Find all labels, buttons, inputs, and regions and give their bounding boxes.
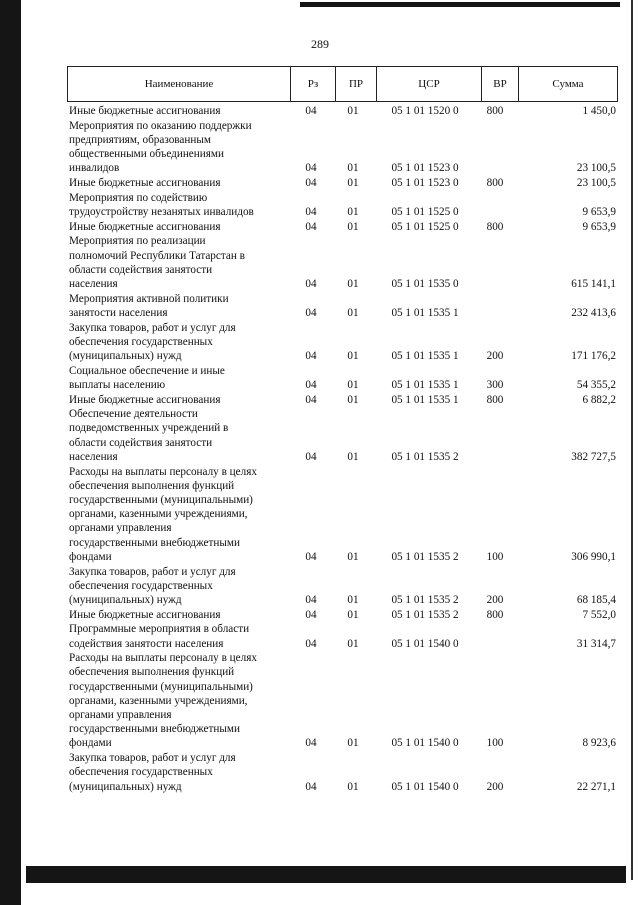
- row-sum: 8 923,6: [582, 737, 616, 750]
- row-csr: 05 1 01 1540 0: [391, 780, 459, 793]
- table-row: [67, 364, 618, 392]
- row-name-line: Иные бюджетные ассигнования: [69, 608, 221, 621]
- row-name-line: Расходы на выплаты персоналу в целях: [69, 652, 257, 665]
- row-pr: 01: [347, 306, 359, 319]
- row-name-line: Закупка товаров, работ и услуг для: [69, 565, 236, 578]
- page-number: 289: [311, 37, 329, 51]
- row-name-line: государственными (муниципальными): [69, 680, 253, 693]
- row-pr: 01: [347, 593, 359, 606]
- row-name: [67, 651, 289, 750]
- row-name: [67, 364, 289, 392]
- row-name: [67, 407, 289, 464]
- row-name-line: полномочий Республики Татарстан в: [69, 249, 245, 262]
- row-name-line: Иные бюджетные ассигнования: [69, 220, 221, 233]
- row-vr: 200: [486, 349, 504, 362]
- row-sum: 23 100,5: [576, 162, 616, 175]
- row-name: [67, 465, 289, 564]
- row-name: [67, 191, 289, 219]
- header-name: Наименование: [144, 77, 214, 90]
- row-name-line: области содействия занятости: [69, 436, 213, 449]
- row-vr: 200: [486, 593, 504, 606]
- row-sum: 1 450,0: [582, 105, 616, 117]
- scan-edge-left: [0, 0, 21, 905]
- row-rz: 04: [305, 393, 317, 406]
- row-sum: 615 141,1: [571, 277, 616, 290]
- header-rz: Рз: [290, 67, 335, 101]
- table-row: [67, 407, 618, 464]
- table-row: [67, 234, 618, 291]
- row-name: [67, 321, 289, 364]
- row-rz: 04: [305, 637, 317, 650]
- row-name-line: (муниципальных) нужд: [69, 349, 182, 362]
- row-csr: 05 1 01 1535 2: [391, 593, 459, 606]
- row-name-line: Обеспечение деятельности: [69, 408, 198, 421]
- row-rz: 04: [305, 177, 317, 190]
- table-row: [67, 651, 618, 750]
- table-header: [67, 66, 618, 102]
- table-row: [67, 751, 618, 794]
- row-vr: 300: [486, 378, 504, 391]
- row-pr: 01: [347, 393, 359, 406]
- table-row: [67, 321, 618, 364]
- row-name-line: Мероприятия по содействию: [69, 191, 208, 204]
- row-name-line: выплаты населению: [69, 378, 166, 391]
- scan-edge-bottom: [26, 866, 626, 883]
- row-csr: 05 1 01 1535 1: [391, 349, 459, 362]
- row-name: [67, 119, 289, 176]
- row-rz: 04: [305, 277, 317, 290]
- header-sum: Сумма: [518, 67, 617, 101]
- row-name-line: области содействия занятости: [69, 263, 213, 276]
- row-pr: 01: [347, 737, 359, 750]
- row-name: [67, 234, 289, 291]
- row-name-line: Мероприятия по оказанию поддержки: [69, 119, 252, 132]
- row-csr: 05 1 01 1535 2: [391, 450, 459, 463]
- row-name-line: государственными внебюджетными: [69, 723, 240, 736]
- row-vr: 800: [486, 177, 504, 190]
- row-name-line: органами управления: [69, 522, 172, 535]
- row-rz: 04: [305, 205, 317, 218]
- row-pr: 01: [347, 608, 359, 621]
- row-csr: 05 1 01 1535 1: [391, 393, 459, 406]
- row-name-line: обеспечения государственных: [69, 335, 213, 348]
- row-name-line: Программные мероприятия в области: [69, 623, 250, 636]
- scan-edge-top: [300, 2, 620, 7]
- row-name: [67, 176, 289, 190]
- row-rz: 04: [305, 162, 317, 175]
- table-row: [67, 176, 618, 190]
- table-row: [67, 119, 618, 176]
- row-pr: 01: [347, 205, 359, 218]
- row-sum: 54 355,2: [576, 378, 616, 391]
- row-rz: 04: [305, 378, 317, 391]
- row-csr: 05 1 01 1540 0: [391, 737, 459, 750]
- row-csr: 05 1 01 1535 1: [391, 306, 459, 319]
- row-pr: 01: [347, 349, 359, 362]
- row-rz: 04: [305, 306, 317, 319]
- row-name-line: обеспечения выполнения функций: [69, 479, 235, 492]
- row-name: [67, 104, 289, 118]
- table-body: [67, 104, 618, 794]
- row-sum: 7 552,0: [582, 608, 616, 621]
- row-vr: 800: [486, 220, 504, 233]
- row-sum: 306 990,1: [571, 550, 616, 563]
- row-pr: 01: [347, 780, 359, 793]
- row-vr: 100: [486, 550, 504, 563]
- row-sum: 9 653,9: [582, 205, 616, 218]
- row-csr: 05 1 01 1535 2: [391, 550, 459, 563]
- table-row: [67, 608, 618, 622]
- table-row: [67, 565, 618, 608]
- row-name-line: населения: [69, 450, 118, 463]
- row-pr: 01: [347, 450, 359, 463]
- row-name-line: содействия занятости населения: [69, 637, 224, 650]
- row-name-line: Иные бюджетные ассигнования: [69, 105, 221, 117]
- row-vr: 800: [486, 393, 504, 406]
- row-name: [67, 565, 289, 608]
- row-rz: 04: [305, 220, 317, 233]
- row-name-line: общественными объединениями: [69, 148, 224, 161]
- row-pr: 01: [347, 105, 359, 117]
- row-name-line: Иные бюджетные ассигнования: [69, 177, 221, 190]
- row-name-line: Расходы на выплаты персоналу в целях: [69, 465, 257, 478]
- row-rz: 04: [305, 349, 317, 362]
- row-sum: 9 653,9: [582, 220, 616, 233]
- row-name-line: фондами: [69, 550, 112, 563]
- row-name: [67, 608, 289, 622]
- row-name-line: Закупка товаров, работ и услуг для: [69, 321, 236, 334]
- row-csr: 05 1 01 1525 0: [391, 220, 459, 233]
- row-csr: 05 1 01 1520 0: [391, 105, 459, 117]
- row-name-line: обеспечения выполнения функций: [69, 666, 235, 679]
- row-vr: 800: [486, 105, 504, 117]
- row-name-line: Иные бюджетные ассигнования: [69, 393, 221, 406]
- row-csr: 05 1 01 1540 0: [391, 637, 459, 650]
- row-name-line: Мероприятия активной политики: [69, 292, 229, 305]
- row-rz: 04: [305, 550, 317, 563]
- row-csr: 05 1 01 1535 1: [391, 378, 459, 391]
- row-name-line: (муниципальных) нужд: [69, 780, 182, 793]
- row-csr: 05 1 01 1523 0: [391, 162, 459, 175]
- table-row: [67, 292, 618, 320]
- header-pr: ПР: [335, 67, 376, 101]
- row-name-line: населения: [69, 277, 118, 290]
- row-rz: 04: [305, 105, 317, 117]
- header-csr: ЦСР: [376, 67, 481, 101]
- row-sum: 31 314,7: [576, 637, 616, 650]
- row-sum: 6 882,2: [582, 393, 616, 406]
- row-name-line: Мероприятия по реализации: [69, 235, 206, 248]
- row-sum: 68 185,4: [576, 593, 616, 606]
- row-sum: 171 176,2: [571, 349, 616, 362]
- table-row: [67, 191, 618, 219]
- row-name-line: органами управления: [69, 709, 172, 722]
- row-vr: 100: [486, 737, 504, 750]
- row-name-line: инвалидов: [69, 162, 120, 175]
- row-name: [67, 292, 289, 320]
- table-row: [67, 465, 618, 564]
- row-name-line: органами, казенными учреждениями,: [69, 508, 248, 521]
- row-pr: 01: [347, 637, 359, 650]
- row-name: [67, 220, 289, 234]
- row-csr: 05 1 01 1535 2: [391, 608, 459, 621]
- row-pr: 01: [347, 277, 359, 290]
- row-name-line: государственными внебюджетными: [69, 536, 240, 549]
- row-rz: 04: [305, 780, 317, 793]
- row-pr: 01: [347, 162, 359, 175]
- table-row: [67, 622, 618, 650]
- row-vr: 800: [486, 608, 504, 621]
- row-name-line: предприятиям, образованным: [69, 133, 211, 146]
- header-vr: ВР: [481, 67, 518, 101]
- row-vr: 200: [486, 780, 504, 793]
- scan-edge-right: [631, 0, 633, 880]
- row-pr: 01: [347, 550, 359, 563]
- row-name-line: обеспечения государственных: [69, 579, 213, 592]
- row-name-line: государственными (муниципальными): [69, 493, 253, 506]
- row-name-line: трудоустройству незанятых инвалидов: [69, 205, 254, 218]
- row-name: [67, 751, 289, 794]
- row-pr: 01: [347, 177, 359, 190]
- table-row: [67, 393, 618, 407]
- row-rz: 04: [305, 593, 317, 606]
- row-sum: 22 271,1: [576, 780, 616, 793]
- row-pr: 01: [347, 220, 359, 233]
- row-name-line: (муниципальных) нужд: [69, 593, 182, 606]
- row-name-line: фондами: [69, 737, 112, 750]
- row-sum: 382 727,5: [571, 450, 616, 463]
- row-pr: 01: [347, 378, 359, 391]
- row-rz: 04: [305, 608, 317, 621]
- row-csr: 05 1 01 1535 0: [391, 277, 459, 290]
- row-name: [67, 622, 289, 650]
- table-row: [67, 104, 618, 118]
- row-csr: 05 1 01 1525 0: [391, 205, 459, 218]
- row-sum: 232 413,6: [571, 306, 616, 319]
- row-csr: 05 1 01 1523 0: [391, 177, 459, 190]
- row-name-line: Социальное обеспечение и иные: [69, 364, 225, 377]
- row-name-line: занятости населения: [69, 306, 168, 319]
- row-name: [67, 393, 289, 407]
- row-name-line: Закупка товаров, работ и услуг для: [69, 752, 236, 765]
- row-name-line: подведомственных учреждений в: [69, 422, 229, 435]
- row-sum: 23 100,5: [576, 177, 616, 190]
- row-name-line: органами, казенными учреждениями,: [69, 694, 248, 707]
- row-name-line: обеспечения государственных: [69, 766, 213, 779]
- row-rz: 04: [305, 450, 317, 463]
- table-row: [67, 220, 618, 234]
- row-rz: 04: [305, 737, 317, 750]
